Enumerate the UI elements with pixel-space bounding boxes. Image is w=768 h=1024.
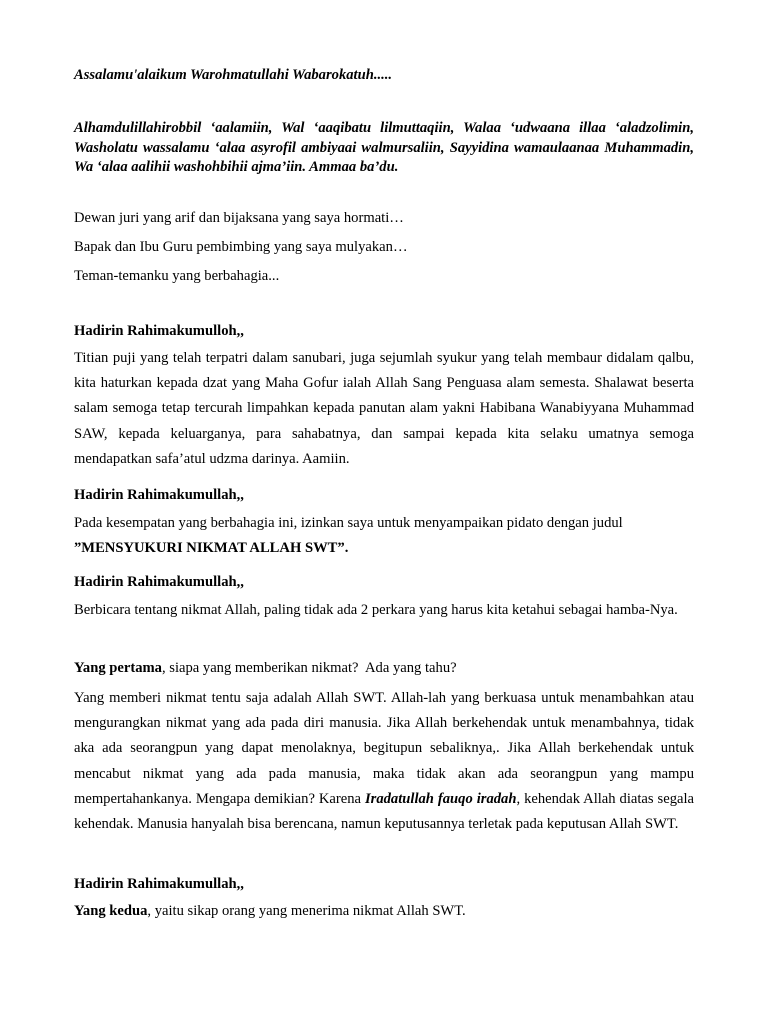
salutation-friends: Teman-temanku yang berbahagia...: [74, 268, 280, 284]
section-heading: Hadirin Rahimakumulloh,,: [74, 323, 244, 339]
greeting: Assalamu'alaikum Warohmatullahi Wabarokatuh.....: [74, 67, 393, 83]
section-heading: Hadirin Rahimakumullah,,: [74, 487, 244, 503]
paragraph-two-matters: Berbicara tentang nikmat Allah, paling tidak ada 2 perkara yang harus kita ketahui sebagai hamba-Nya.: [74, 602, 678, 618]
point-one-label: Yang pertama: [74, 660, 162, 676]
point-two-label: Yang kedua: [74, 903, 148, 919]
point-one-text: , siapa yang memberikan nikmat? Ada yang tahu?: [161, 660, 457, 676]
salutation-jury: Dewan juri yang arif dan bijaksana yang saya hormati…: [74, 210, 404, 226]
paragraph-text: , kehendak Allah diatas segala kehendak. Manusia hanyalah bisa berencana, namun keputusannya terletak pada keputusan Allah SWT.: [74, 790, 694, 833]
point-two: [74, 903, 694, 920]
paragraph-text: Pada kesempatan yang berbahagia ini, izinkan saya untuk menyampaikan pidato dengan judul: [74, 515, 623, 531]
paragraph-text: Yang memberi nikmat tentu saja adalah Allah SWT. Allah-lah yang berkuasa untuk menambahkan atau mengurangkan nikmat yang ada pada diri manusia. Jika Allah berkehendak untuk menambahnya, tidak aka ada seorangpun yang dapat menolaknya, begitupun sebaliknya,. Jika Allah berkehendak untuk mencabut nikmat yang ada pada manusia, maka tidak akan ada seorangpun yang mampu mempertahankanya. Mengapa demikian? Karena: [74, 690, 694, 807]
emphasis-phrase: Iradatullah fauqo iradah: [364, 790, 517, 807]
opening-prayer: Alhamdulillahirobbil ‘aalamiin, Wal ‘aaqibatu lilmuttaqiin, Walaa ‘udwaana illaa ‘aladzolimin, Washolatu wassalamu ‘alaa asyrofil ambiyaai walmursaliin, Sayyidina wamaulaanaa Muhammadin, Wa ‘alaa aalihii washohbihii ajma’iin. Ammaa ba’du.: [74, 120, 694, 175]
paragraph-giver-of-blessing: [74, 686, 694, 837]
point-two-text: , yaitu sikap orang yang menerima nikmat Allah SWT.: [147, 903, 466, 919]
section-heading: Hadirin Rahimakumullah,,: [74, 574, 244, 590]
salutation-teachers: Bapak dan Ibu Guru pembimbing yang saya mulyakan…: [74, 239, 408, 255]
paragraph-opening: Titian puji yang telah terpatri dalam sanubari, juga sejumlah syukur yang telah membaur didalam qalbu, kita haturkan kepada dzat yang Maha Gofur ialah Allah Sang Penguasa alam semesta. Shalawat beserta salam semoga tetap tercurah limpahkan kepada panutan alam yakni Habibana Wanabiyyana Muhammad SAW, kepada keluarganya, para sahabatnya, dan sampai kepada kita selaku umatnya semoga mendapatkan safa’atul udzma darinya. Aamiin.: [74, 350, 694, 467]
point-one: [74, 660, 694, 677]
section-heading: Hadirin Rahimakumullah,,: [74, 876, 244, 892]
paragraph-title-intro: [74, 511, 694, 561]
speech-title: ”MENSYUKURI NIKMAT ALLAH SWT”.: [74, 540, 349, 557]
